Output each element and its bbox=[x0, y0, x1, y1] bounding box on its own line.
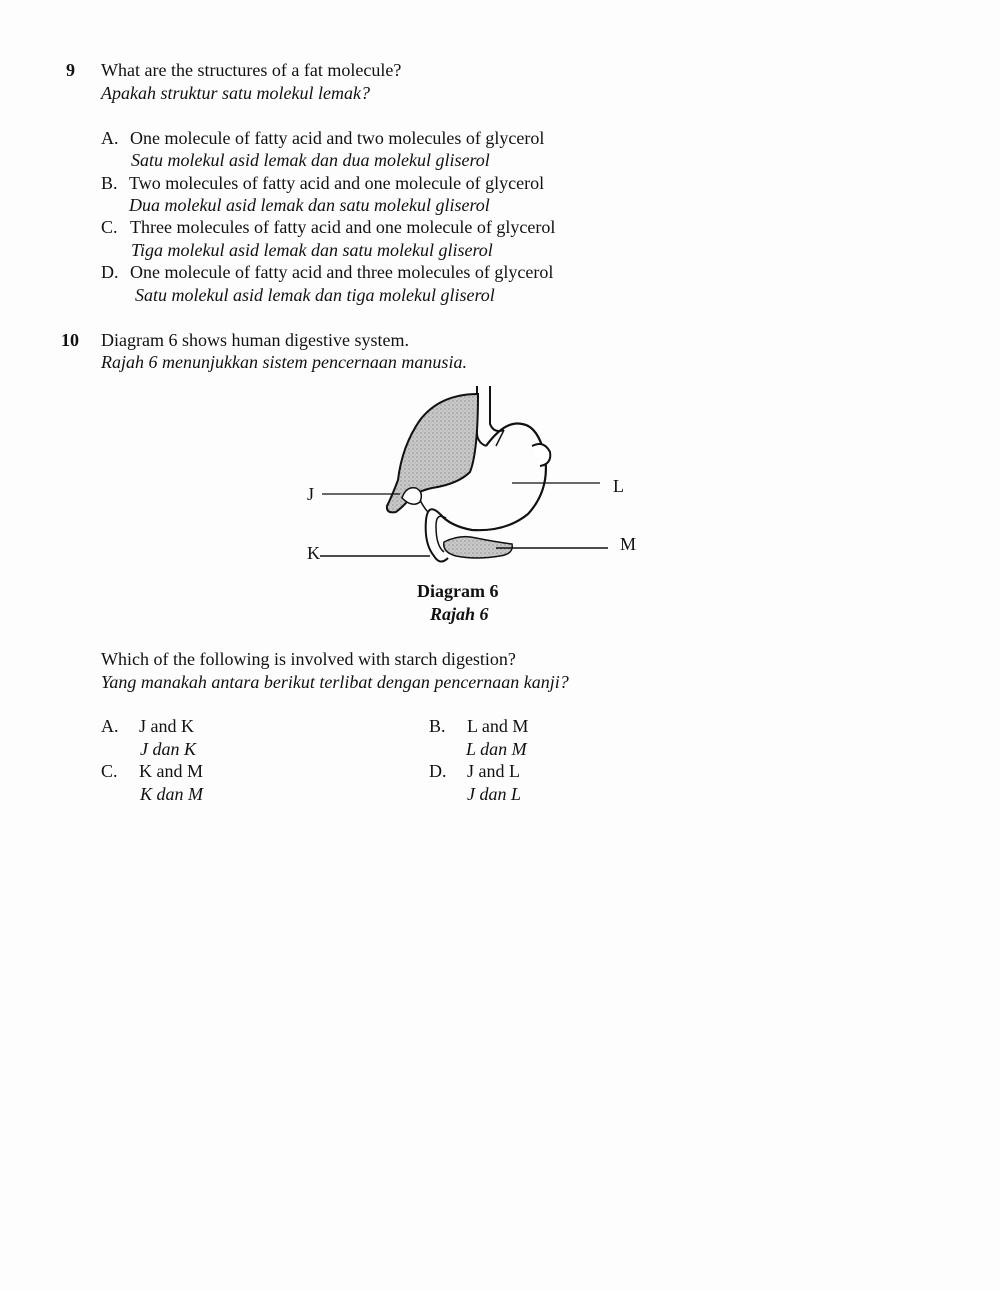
option-letter: C. bbox=[101, 761, 118, 781]
diagram-label-j: J bbox=[307, 484, 315, 504]
question-text-en: What are the structures of a fat molecule? bbox=[101, 60, 402, 80]
diagram-label-k: K bbox=[307, 543, 320, 563]
option-text-ms: J dan K bbox=[140, 739, 196, 759]
option-text-ms: K dan M bbox=[140, 784, 203, 804]
option-text-en: One molecule of fatty acid and three molecules of glycerol bbox=[130, 262, 554, 282]
option-text-ms: Tiga molekul asid lemak dan satu molekul gliserol bbox=[131, 240, 493, 260]
diagram-caption-en: Diagram 6 bbox=[417, 581, 499, 601]
digestive-system-diagram bbox=[300, 380, 660, 575]
option-text-en: L and M bbox=[467, 716, 529, 736]
option-text-ms: L dan M bbox=[466, 739, 527, 759]
option-letter: B. bbox=[101, 173, 118, 193]
question-text-ms: Yang manakah antara berikut terlibat dengan pencernaan kanji? bbox=[101, 672, 569, 692]
question-number: 10 bbox=[61, 330, 79, 350]
question-text-ms: Apakah struktur satu molekul lemak? bbox=[101, 83, 370, 103]
liver bbox=[387, 394, 478, 512]
option-text-en: One molecule of fatty acid and two molecules of glycerol bbox=[130, 128, 545, 148]
question-intro-ms: Rajah 6 menunjukkan sistem pencernaan manusia. bbox=[101, 352, 467, 372]
option-letter: B. bbox=[429, 716, 446, 736]
question-text-en: Which of the following is involved with starch digestion? bbox=[101, 649, 516, 669]
option-letter: D. bbox=[101, 262, 119, 282]
option-text-ms: Satu molekul asid lemak dan tiga molekul gliserol bbox=[135, 285, 495, 305]
diagram-caption-ms: Rajah 6 bbox=[430, 604, 489, 624]
option-letter: D. bbox=[429, 761, 447, 781]
diagram-label-l: L bbox=[613, 476, 624, 496]
option-text-en: J and L bbox=[467, 761, 520, 781]
question-intro-en: Diagram 6 shows human digestive system. bbox=[101, 330, 409, 350]
diagram-label-m: M bbox=[620, 534, 637, 554]
bile-duct bbox=[420, 500, 428, 512]
option-text-en: Three molecules of fatty acid and one molecule of glycerol bbox=[130, 217, 556, 237]
option-text-en: J and K bbox=[139, 716, 194, 736]
option-text-en: Two molecules of fatty acid and one molecule of glycerol bbox=[129, 173, 545, 193]
option-text-en: K and M bbox=[139, 761, 203, 781]
question-number: 9 bbox=[66, 60, 75, 80]
option-text-ms: Dua molekul asid lemak dan satu molekul gliserol bbox=[129, 195, 490, 215]
option-letter: C. bbox=[101, 217, 118, 237]
option-text-ms: Satu molekul asid lemak dan dua molekul gliserol bbox=[131, 150, 490, 170]
option-letter: A. bbox=[101, 716, 119, 736]
option-letter: A. bbox=[101, 128, 119, 148]
spleen bbox=[532, 444, 550, 466]
option-text-ms: J dan L bbox=[467, 784, 521, 804]
